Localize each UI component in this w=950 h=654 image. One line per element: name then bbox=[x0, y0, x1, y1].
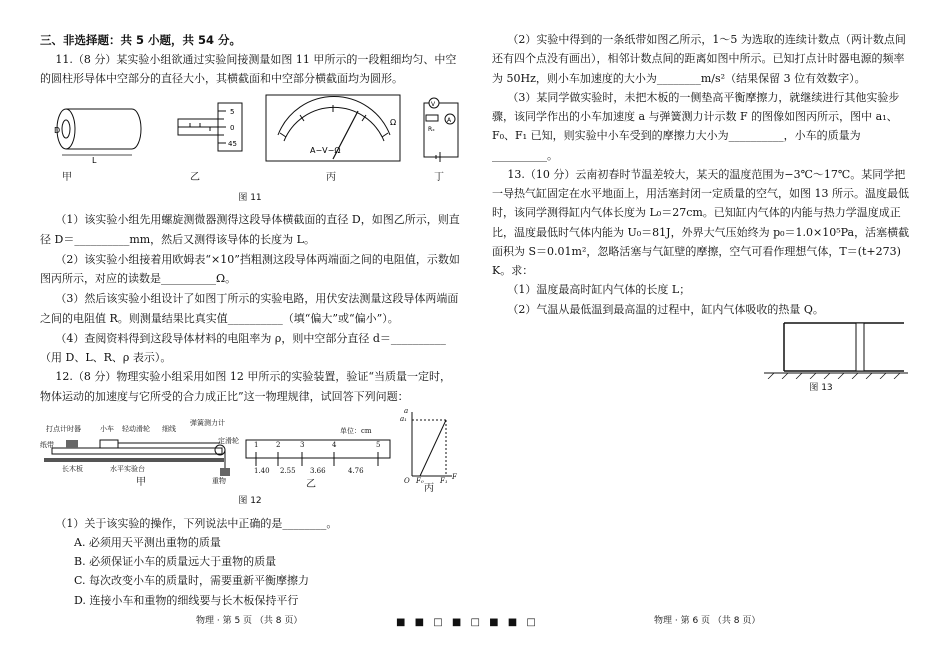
graph-label-y: a bbox=[404, 406, 409, 415]
figure-12-drawing bbox=[40, 406, 460, 492]
figure-12 bbox=[40, 406, 460, 492]
tape-distance-1: 1.40 bbox=[254, 466, 270, 475]
tape-point-3: 3 bbox=[300, 440, 305, 449]
q12-option-c: C. 每次改变小车的质量时，需要重新平衡摩擦力 bbox=[74, 574, 310, 588]
q11-item-3: （3）然后该实验小组设计了如图丁所示的实验电路，用伏安法测量这段导体两端面之间的电阻值 R。则测量结果比真实值__________（填“偏大”或“偏小”）。 bbox=[40, 292, 459, 325]
section-title: 三、非选择题：共 5 小题，共 54 分。 bbox=[40, 33, 242, 47]
svg-text:A: A bbox=[447, 116, 452, 124]
a-f-graph bbox=[412, 412, 452, 476]
q12-sub-2: （2）实验中得到的一条纸带如图乙所示，1～5 为选取的连续计数点（两计数点间还有四个点没有画出），相邻计数点间的距离如图中所示。已知打点计时器电源的频率为 50Hz，则小车加速度的大小为________m/s²（结果保留 3 位有效数字）。 bbox=[492, 33, 906, 85]
cylinder-diagram bbox=[492, 319, 912, 379]
right-page bbox=[492, 30, 912, 401]
figure-13 bbox=[492, 319, 912, 379]
apparatus-label-weight: 重物 bbox=[212, 476, 226, 485]
circuit-diagram bbox=[424, 98, 458, 162]
left-footer: 物理 · 第 5 页 （共 8 页） bbox=[196, 616, 303, 626]
apparatus-label-spring-scale: 弹簧测力计 bbox=[190, 418, 225, 427]
micrometer-diagram bbox=[178, 103, 242, 151]
svg-text:5: 5 bbox=[230, 107, 235, 116]
graph-label-x: F bbox=[452, 472, 457, 481]
tape-point-4: 4 bbox=[332, 440, 337, 449]
apparatus-label-string: 细线 bbox=[162, 424, 176, 433]
q12-option-a: A. 必须用天平测出重物的质量 bbox=[74, 535, 221, 549]
svg-text:A−V−Ω: A−V−Ω bbox=[310, 145, 341, 155]
fig11-label-bing: 丙 bbox=[326, 171, 336, 183]
left-page bbox=[40, 30, 460, 610]
tape-distance-4: 4.76 bbox=[348, 466, 364, 475]
svg-text:0: 0 bbox=[230, 123, 235, 132]
fig12-label-bing: 丙 bbox=[424, 482, 434, 494]
svg-text:D: D bbox=[54, 125, 61, 135]
hollow-conductor-diagram bbox=[54, 109, 141, 165]
tape-distance-2: 2.55 bbox=[280, 466, 296, 475]
figure-11-caption: 图 11 bbox=[238, 192, 262, 203]
tape-point-2: 2 bbox=[276, 440, 281, 449]
q11-item-1: （1）该实验小组先用螺旋测微器测得这段导体横截面的直径 D，如图乙所示，则直径 D＝__________mm，然后又测得该导体的长度为 L。 bbox=[40, 213, 460, 246]
graph-label-f0: F₀ bbox=[416, 476, 424, 485]
paper-tape-diagram bbox=[246, 440, 390, 466]
apparatus-label-board: 长木板 bbox=[62, 464, 83, 473]
tape-unit: 单位：cm bbox=[340, 426, 372, 435]
svg-text:V: V bbox=[431, 100, 436, 108]
q12-option-b: B. 必须保证小车的质量远大于重物的质量 bbox=[74, 555, 277, 569]
graph-label-a1: a₁ bbox=[400, 414, 407, 423]
apparatus-label-cart: 小车 bbox=[100, 424, 114, 433]
figure-11-drawing bbox=[40, 89, 460, 189]
fig12-label-jia: 甲 bbox=[136, 476, 146, 488]
apparatus-label-timer: 打点计时器 bbox=[46, 424, 81, 433]
graph-label-origin: O bbox=[404, 476, 410, 485]
apparatus-label-table: 水平实验台 bbox=[110, 464, 145, 473]
svg-text:Ω: Ω bbox=[390, 117, 397, 127]
q12-intro: 12.（8 分）物理实验小组采用如图 12 甲所示的实验装置，验证“当质量一定时，物体运动的加速度与它所受的合力成正比”这一物理规律，试回答下列问题： bbox=[40, 370, 451, 403]
tape-point-1: 1 bbox=[254, 440, 259, 449]
q12-option-d: D. 连接小车和重物的细线要与长木板保持平行 bbox=[74, 593, 299, 607]
q11-item-4: （4）查阅资料得到这段导体材料的电阻率为 ρ，则中空部分直径 d＝__________（用 D、L、R、ρ 表示）。 bbox=[40, 331, 446, 365]
right-footer: 物理 · 第 6 页 （共 8 页） bbox=[654, 616, 761, 626]
figure-11 bbox=[40, 89, 460, 189]
graph-label-f1: F₁ bbox=[440, 476, 448, 485]
ohmmeter-diagram bbox=[266, 95, 400, 161]
q12-sub-1: （1）关于该实验的操作，下列说法中正确的是________。 bbox=[55, 516, 338, 530]
fig11-label-ding: 丁 bbox=[434, 171, 444, 183]
fig11-label-jia: 甲 bbox=[62, 171, 72, 183]
q13-item-1: （1）温度最高时缸内气体的长度 L； bbox=[507, 283, 691, 297]
svg-text:45: 45 bbox=[228, 139, 237, 148]
q13-intro: 13.（10 分）云南初春时节温差较大，某天的温度范围为−3℃～17℃。某同学把一导热气缸固定在水平地面上，用活塞封闭一定质量的空气，如图 13 所示。温度最低时，该同学测得缸内气体长度为 L₀＝27cm。已知缸内气体的内能与热力学温度成正比，温度最低时气体内能为 U₀＝81J，外界大气压始终为 p₀＝1.0×10⁵Pa，活塞横截面积为 S＝0.01m²，忽略活塞与气缸壁的摩擦，空气可看作理想气体，T＝(t+273) K。求： bbox=[492, 167, 910, 277]
q11-intro: 11.（8 分）某实验小组欲通过实验间接测量如图 11 甲所示的一段粗细均匀、中空的圆柱形导体中空部分的直径大小，其横截面和中空部分横截面均为圆形。 bbox=[40, 53, 457, 86]
apparatus-label-pulley: 轻动滑轮 bbox=[122, 424, 150, 433]
tape-distance-3: 3.66 bbox=[310, 466, 326, 475]
q13-item-2: （2）气温从最低温到最高温的过程中，缸内气体吸收的热量 Q。 bbox=[507, 302, 824, 316]
svg-text:L: L bbox=[92, 155, 97, 165]
apparatus-label-tape: 纸带 bbox=[40, 440, 54, 449]
fig11-label-yi: 乙 bbox=[190, 171, 200, 183]
q11-item-2: （2）该实验小组接着用欧姆表“×10”挡粗测这段导体两端面之间的电阻值，示数如图丙所示，对应的读数是__________Ω。 bbox=[40, 252, 460, 286]
figure-12-caption: 图 12 bbox=[238, 495, 262, 506]
q12-sub-3: （3）某同学做实验时，未把木板的一侧垫高平衡摩擦力，就继续进行其他实验步骤，该同学作出的小车加速度 a 与弹簧测力计示数 F 的图像如图丙所示，图中 a₁、F₀、F₁ 已知，则实验中小车受到的摩擦力大小为__________，小车的质量为__________。 bbox=[492, 90, 900, 162]
center-marks: ■ ■ □ ■ □ ■ ■ □ bbox=[396, 617, 539, 628]
tape-point-5: 5 bbox=[376, 440, 381, 449]
fig12-label-yi: 乙 bbox=[306, 478, 316, 490]
apparatus-label-fixed-pulley: 定滑轮 bbox=[218, 436, 239, 445]
svg-text:Rₓ: Rₓ bbox=[428, 125, 435, 133]
figure-13-caption: 图 13 bbox=[809, 382, 833, 393]
